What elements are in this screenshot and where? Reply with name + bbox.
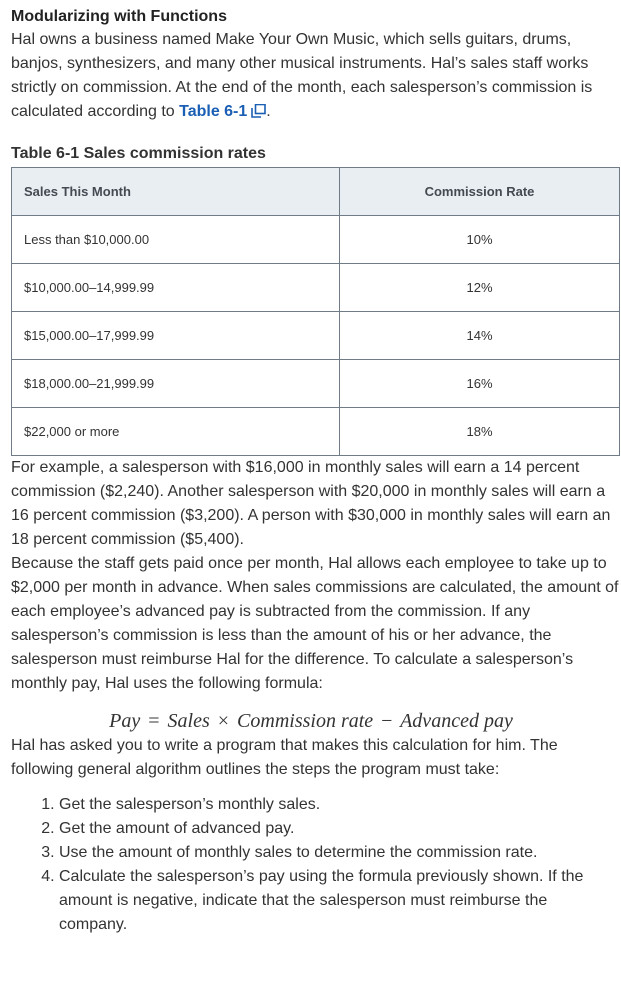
table-caption: Table 6-1 Sales commission rates xyxy=(11,145,266,162)
table-link[interactable] xyxy=(179,103,266,120)
advance-paragraph: Because the staff gets paid once per month, Hal allows each employee to take up to $2,000 per month in advance. When sales commissions are calculated, the amount of each employee’s advanced pay is subtracted from the commission. If any salesperson’s commission is less than the amount of his or her advance, the salesperson must reimburse Hal for the difference. To calculate a salesperson’s monthly pay, Hal uses the following formula: xyxy=(11,555,619,692)
formula-sales: Sales xyxy=(167,710,210,732)
table-row xyxy=(12,216,620,264)
cell-rate: 14% xyxy=(340,312,620,360)
formula-minus: − xyxy=(381,710,393,732)
table-row xyxy=(12,408,620,456)
formula-advanced-pay: Advanced pay xyxy=(400,710,513,732)
header-sales: Sales This Month xyxy=(12,168,340,216)
list-item: 3. Use the amount of monthly sales to determine the commission rate. xyxy=(59,841,611,865)
intro-text: Hal owns a business named Make Your Own Music, which sells guitars, drums, banjos, synthesizers, and many other musical instruments. Hal’s sales staff works strictly on commission. At the end of the month, each salesperson’s commission is calculated according to xyxy=(11,31,593,120)
table-row xyxy=(12,360,620,408)
algorithm-intro-paragraph: Hal has asked you to write a program that makes this calculation for him. The following general algorithm outlines the steps the program must take: xyxy=(11,737,558,778)
pay-formula xyxy=(11,708,611,734)
cell-rate: 16% xyxy=(340,360,620,408)
example-paragraph: For example, a salesperson with $16,000 in monthly sales will earn a 14 percent commission ($2,240). Another salesperson with $20,000 in monthly sales will earn a 16 percent commission ($3,200). A person with $30,000 in monthly sales will earn an 18 percent commission ($5,400). xyxy=(11,459,611,548)
cell-sales: $22,000 or more xyxy=(12,408,340,456)
open-in-window-icon[interactable] xyxy=(251,104,266,118)
table-header-row xyxy=(12,168,620,216)
intro-text-end: . xyxy=(266,103,271,120)
table-row xyxy=(12,264,620,312)
cell-sales: $15,000.00–17,999.99 xyxy=(12,312,340,360)
intro-paragraph xyxy=(11,28,611,124)
table-row xyxy=(12,312,620,360)
cell-sales: $18,000.00–21,999.99 xyxy=(12,360,340,408)
formula-equals: = xyxy=(148,710,160,732)
list-item: 1. Get the salesperson’s monthly sales. xyxy=(59,793,611,817)
list-item: 4. Calculate the salesperson’s pay using the formula previously shown. If the amount is negative, indicate that the salesperson must reimburse the company. xyxy=(59,865,611,937)
cell-sales: $10,000.00–14,999.99 xyxy=(12,264,340,312)
list-item: 2. Get the amount of advanced pay. xyxy=(59,817,611,841)
formula-times: × xyxy=(217,710,230,732)
cell-rate: 10% xyxy=(340,216,620,264)
commission-table xyxy=(11,167,620,456)
algorithm-steps xyxy=(11,793,611,937)
cell-rate: 18% xyxy=(340,408,620,456)
section-title: Modularizing with Functions xyxy=(11,8,227,25)
cell-sales: Less than $10,000.00 xyxy=(12,216,340,264)
table-link-label: Table 6-1 xyxy=(179,103,248,120)
formula-commission-rate: Commission rate xyxy=(237,710,374,732)
header-rate: Commission Rate xyxy=(340,168,620,216)
cell-rate: 12% xyxy=(340,264,620,312)
formula-lhs: Pay xyxy=(109,710,141,732)
